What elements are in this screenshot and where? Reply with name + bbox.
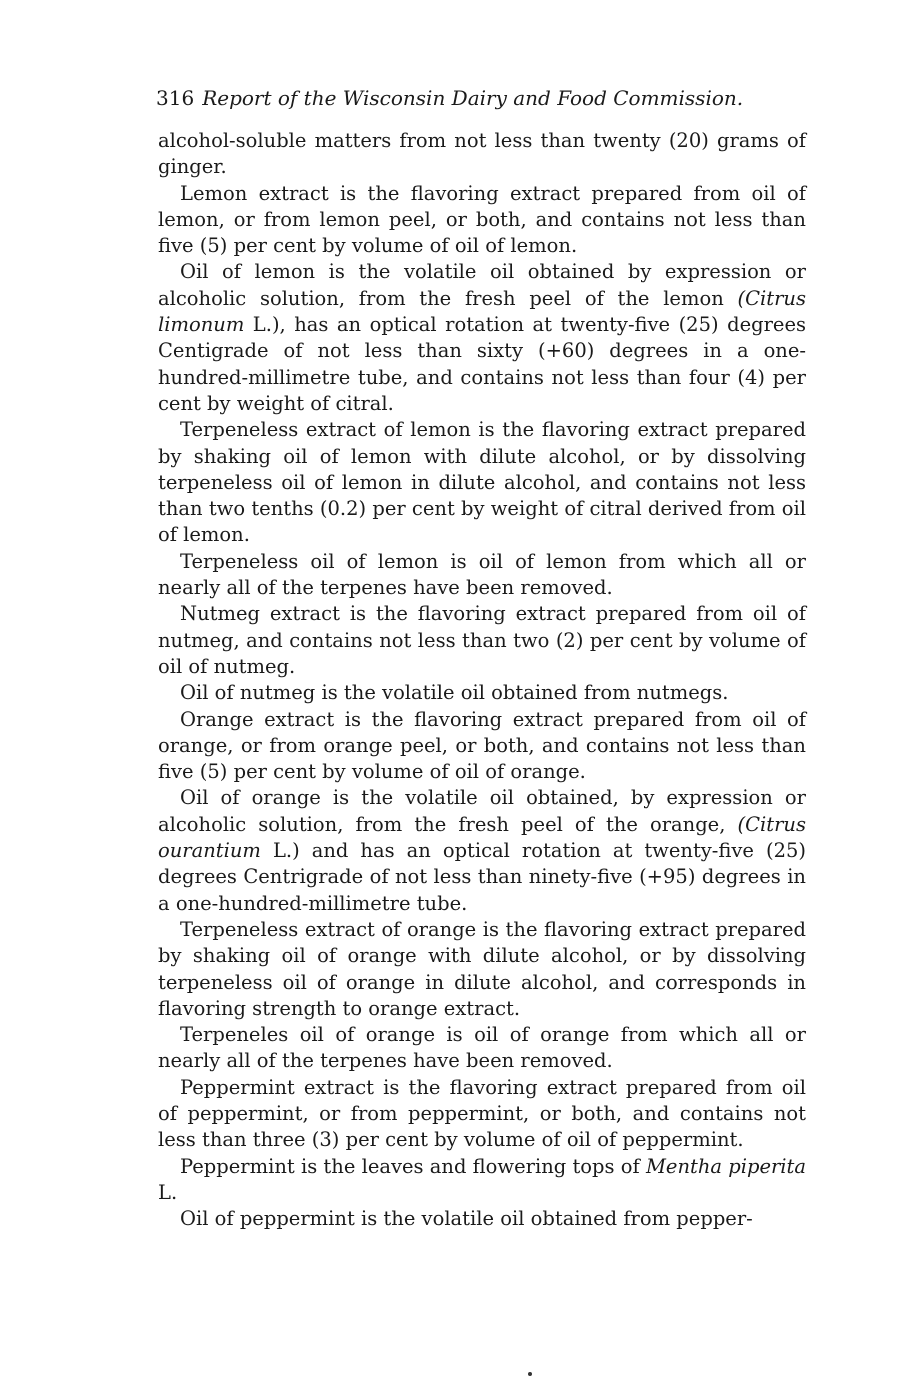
stray-ink-mark <box>528 1372 532 1376</box>
paragraph-terpeneless-extract-orange: Terpeneless extract of orange is the flavoring extract prepared by shaking oil of orange with dilute alcohol, or by dissolving terpeneless oil of orange in dilute alcohol, and corresponds in flavoring strength to orange extract. <box>158 917 806 1020</box>
paragraph-peppermint: Peppermint is the leaves and flowering tops of Mentha piperita L. <box>158 1154 807 1204</box>
running-title: Report of the Wisconsin Dairy and Food Commission. <box>202 86 744 110</box>
paragraph-terpeneless-oil-lemon: Terpeneless oil of lemon is oil of lemon from which all or nearly all of the terpenes have been removed. <box>158 549 806 600</box>
paragraph-peppermint-extract: Peppermint extract is the flavoring extract prepared from oil of peppermint, or from peppermint, or both, and contains not less than three (3) per cent by volume of oil of peppermint. <box>158 1075 806 1152</box>
paragraph-orange-extract: Orange extract is the flavoring extract prepared from oil of orange, or from orange peel, or both, and contains not less than five (5) per cent by volume of oil of orange. <box>158 707 806 784</box>
body-text <box>158 128 806 1232</box>
paragraph-oil-of-orange: Oil of orange is the volatile oil obtained, by expression or alcoholic solution, from the fresh peel of the orange, (Citrus ourantium L.) and has an optical rotation at twenty-five (25) degrees Centrigrade of not less than ninety-five (+95) degrees in a one-hundred-millimetre tube. <box>158 786 806 915</box>
paragraph-oil-of-peppermint: Oil of peppermint is the volatile oil obtained from pepper- <box>180 1207 753 1231</box>
page-number: 316 <box>156 86 195 110</box>
paragraph-terpeneless-extract-lemon: Terpeneless extract of lemon is the flavoring extract prepared by shaking oil of lemon with dilute alcohol, or by dissolving terpeneless oil of lemon in dilute alcohol, and contains not less than two tenths (0.2) per cent by weight of citral derived from oil of lemon. <box>158 418 806 547</box>
paragraph-ginger-continued: alcohol-soluble matters from not less than twenty (20) grams of ginger. <box>158 129 806 179</box>
species-name-citrus-limonum: (Citrus limonum <box>158 286 806 337</box>
species-name-mentha-piperita: Mentha piperita <box>645 1154 807 1178</box>
paragraph-lemon-extract: Lemon extract is the flavoring extract prepared from oil of lemon, or from lemon peel, or both, and contains not less than five (5) per cent by volume of oil of lemon. <box>158 181 806 258</box>
paragraph-terpeneless-oil-orange: Terpeneles oil of orange is oil of orange from which all or nearly all of the terpenes have been removed. <box>158 1023 806 1073</box>
paragraph-nutmeg-extract: Nutmeg extract is the flavoring extract prepared from oil of nutmeg, and contains not less than two (2) per cent by volume of oil of nutmeg. <box>158 602 806 678</box>
paragraph-oil-of-lemon: Oil of lemon is the volatile oil obtained by expression or alcoholic solution, from the fresh peel of the lemon (Citrus limonum L.), has an optical rotation at twenty-five (25) degrees Centigrade of not less than sixty (+60) degrees in a one-hundred-millimetre tube, and contains not less than four (4) per cent by weight of citral. <box>158 260 806 415</box>
paragraph-oil-of-nutmeg: Oil of nutmeg is the volatile oil obtained from nutmegs. <box>180 681 729 705</box>
species-name-citrus-ourantium: (Citrus ourantium <box>158 812 806 863</box>
running-head <box>156 84 816 112</box>
